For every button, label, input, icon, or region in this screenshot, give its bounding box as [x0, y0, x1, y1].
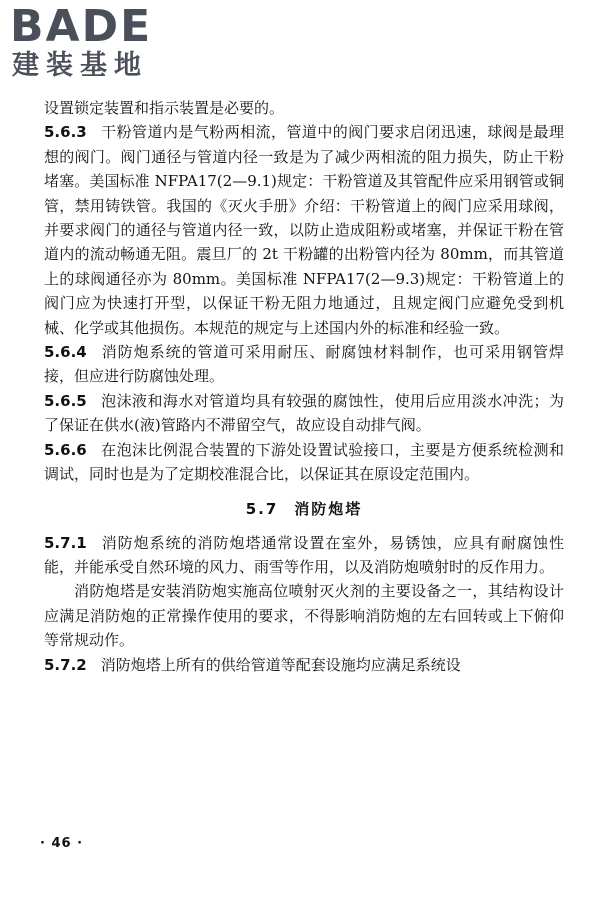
section-number: 5.7	[245, 499, 279, 518]
clause-text: 干粉管道内是气粉两相流，管道中的阀门要求启闭迅速，球阀是最理想的阀门。阀门通径与管道内径一致是为了减少两相流的阻力损失，防止干粉堵塞。美国标准 NFPA17(2—9.1)规定：干粉管道及其管配件应采用钢管或铜管，禁用铸铁管。我国的《灭火手册》介绍：干粉管道上的阀门应采用球阀，并要求阀门的通径与管道内径一致，以防止造成阻粉或堵塞，并保证干粉在管道内的流动畅通无阻。震旦厂的 2t 干粉罐的出粉管内径为 80mm，而其管道上的球阀通径亦为 80mm。美国标准 NFPA17(2—9.3)规定：干粉管道上的阀门应为快速打开型，以保证干粉无阻力地通过，且规定阀门应避免受到机械、化学或其他损伤。本规范的规定与上述国内外的标准和经验一致。	[44, 123, 564, 337]
paragraph-text: 消防炮塔是安装消防炮实施高位喷射灭火剂的主要设备之一，其结构设计应满足消防炮的正常操作使用的要求，不得影响消防炮的左右回转或上下俯仰等常规动作。	[44, 582, 564, 650]
clause-number: 5.6.5	[44, 391, 87, 410]
logo-brand-text: BADE	[10, 1, 153, 52]
clause-number: 5.6.4	[44, 343, 87, 362]
clause-5-6-3	[44, 120, 564, 340]
clause-5-6-4	[44, 340, 564, 389]
clause-text: 消防炮塔上所有的供给管道等配套设施均应满足系统设	[100, 655, 461, 674]
clause-text: 泡沫液和海水对管道均具有较强的腐蚀性，使用后应用淡水冲洗；为了保证在供水(液)管路内不滞留空气，故应设自动排气阀。	[44, 391, 564, 435]
clause-text: 消防炮系统的消防炮塔通常设置在室外，易锈蚀，应具有耐腐蚀性能，并能承受自然环境的风力、雨雪等作用，以及消防炮喷射时的反作用力。	[44, 533, 564, 576]
clause-5-6-5	[44, 389, 564, 438]
paragraph-explanation	[44, 579, 564, 652]
clause-5-6-6	[44, 438, 564, 487]
clause-5-7-1	[44, 531, 564, 580]
document-body	[44, 96, 564, 677]
page-number: · 46 ·	[40, 836, 84, 851]
brand-logo	[10, 1, 175, 84]
section-title: 消防炮塔	[294, 499, 363, 518]
clause-text: 在泡沫比例混合装置的下游处设置试验接口，主要是方便系统检测和调试，同时也是为了定期校准混合比，以保证其在原设定范围内。	[44, 440, 564, 484]
paragraph-continuation	[44, 96, 564, 120]
clause-number: 5.6.6	[44, 440, 87, 459]
paragraph-text: 设置锁定装置和指示装置是必要的。	[44, 99, 285, 117]
clause-number: 5.7.1	[44, 533, 87, 552]
clause-number: 5.6.3	[44, 123, 87, 142]
clause-number: 5.7.2	[44, 655, 87, 674]
logo-tagline: 建装基地	[12, 50, 148, 81]
section-heading	[44, 497, 564, 521]
clause-5-7-2	[44, 653, 564, 677]
clause-text: 消防炮系统的管道可采用耐压、耐腐蚀材料制作，也可采用钢管焊接，但应进行防腐蚀处理。	[44, 343, 564, 386]
